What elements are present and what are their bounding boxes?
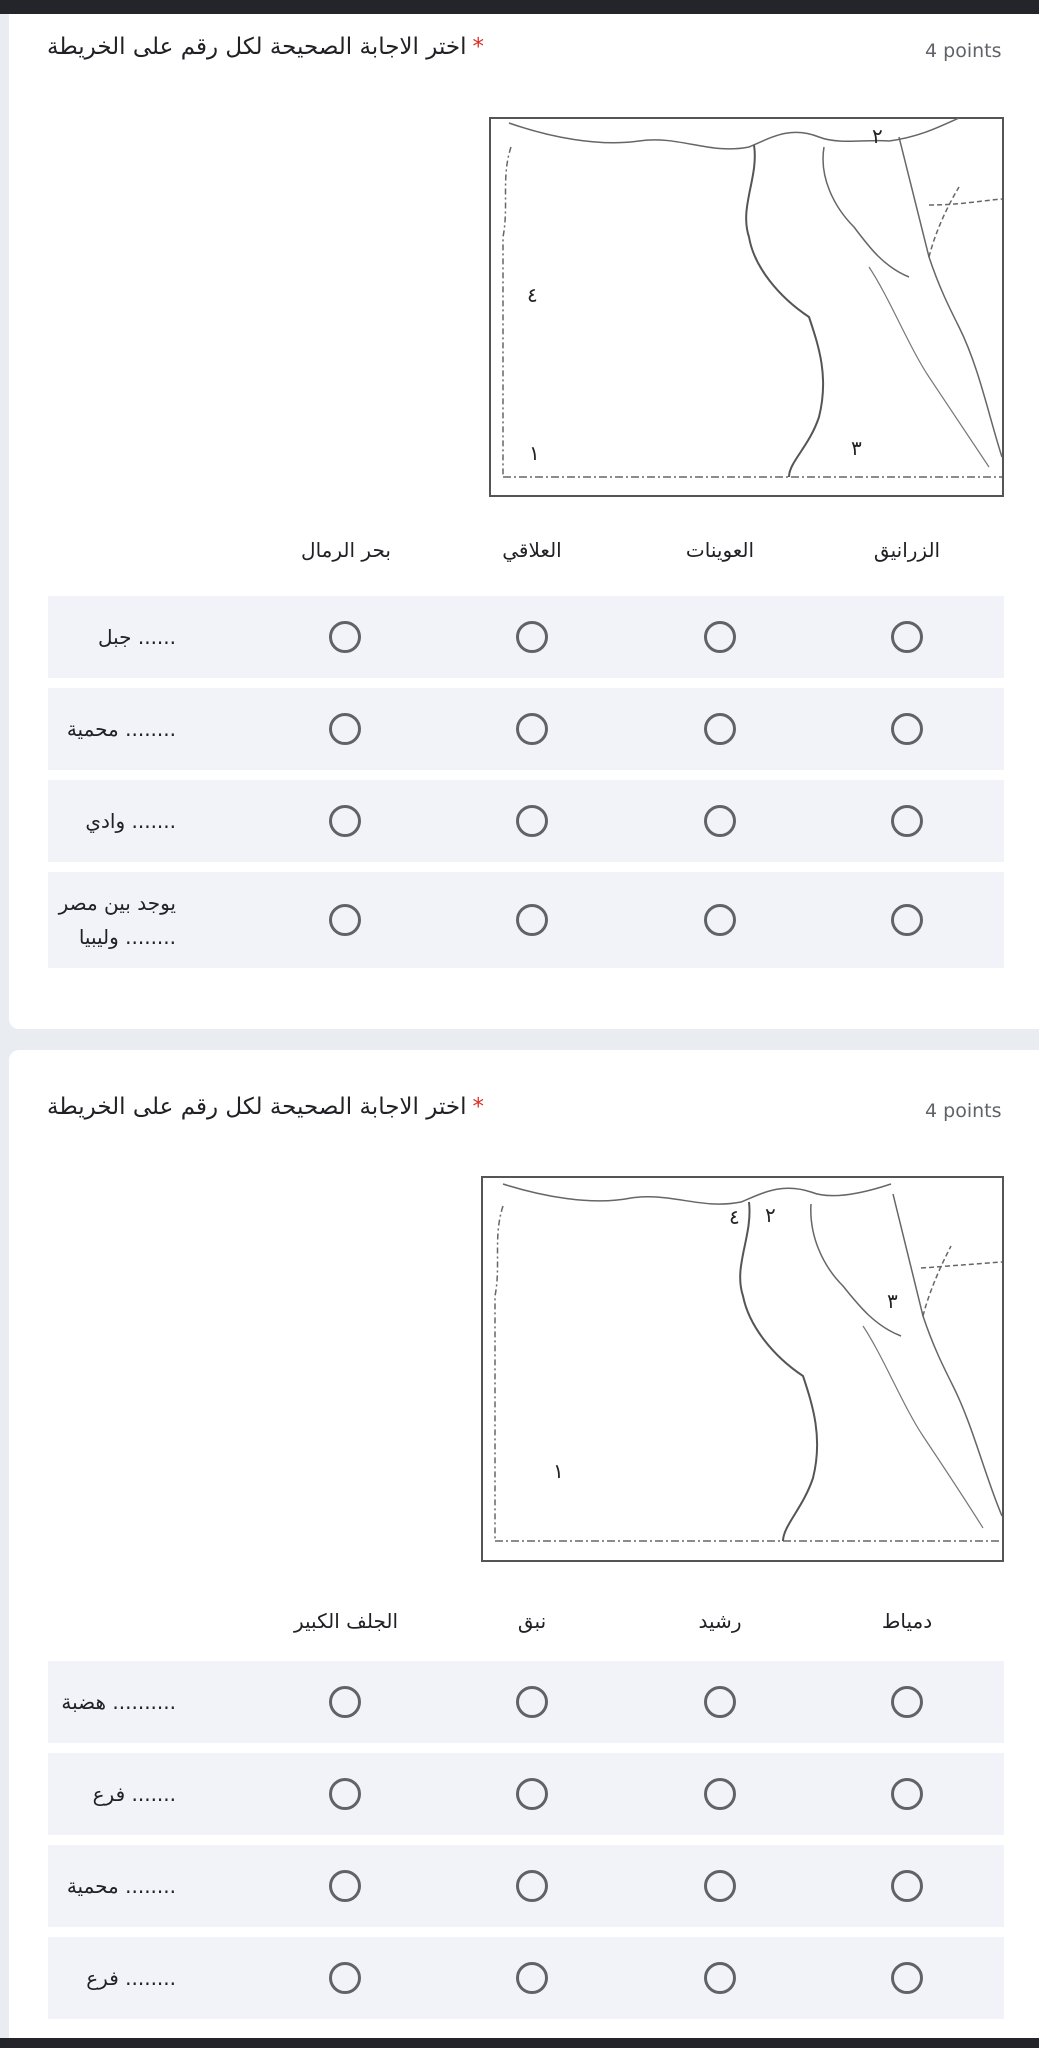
- radio-option[interactable]: [704, 1870, 736, 1902]
- column-header: دمياط: [881, 1609, 933, 1633]
- radio-option[interactable]: [704, 1962, 736, 1994]
- radio-option[interactable]: [329, 1962, 361, 1994]
- map-number-3: ٣: [887, 1289, 898, 1313]
- radio-option[interactable]: [891, 805, 923, 837]
- radio-option[interactable]: [516, 621, 548, 653]
- grid-row: [48, 1937, 1004, 2019]
- row-label: ........ محمية: [66, 1874, 176, 1898]
- row-label: يوجد بين مصر ........ وليبيا: [58, 891, 176, 949]
- column-header: رشيد: [698, 1609, 742, 1633]
- radio-option[interactable]: [891, 1778, 923, 1810]
- map-number-2: ٢: [765, 1203, 776, 1227]
- row-label: ........ فرع: [86, 1966, 176, 1990]
- required-asterisk: *: [472, 1094, 484, 1120]
- radio-option[interactable]: [329, 621, 361, 653]
- question-points: 4 points: [925, 1100, 1002, 1122]
- column-header: الزرانيق: [873, 538, 941, 562]
- radio-option[interactable]: [704, 805, 736, 837]
- question-title: [47, 34, 484, 60]
- grid-row: [48, 688, 1004, 770]
- required-asterisk: *: [472, 34, 484, 60]
- map-number-3: ٣: [851, 436, 862, 460]
- radio-option[interactable]: [516, 1778, 548, 1810]
- grid-row: [48, 1753, 1004, 1835]
- grid-row: [48, 1845, 1004, 1927]
- row-label: ....... وادي: [85, 809, 176, 833]
- map-number-4: ٤: [729, 1205, 740, 1229]
- row-label: ....... فرع: [92, 1782, 176, 1806]
- radio-option[interactable]: [704, 1778, 736, 1810]
- egypt-map-image: [481, 1176, 1004, 1562]
- radio-option[interactable]: [891, 1686, 923, 1718]
- top-bar: [0, 0, 1039, 14]
- egypt-map-image: [489, 117, 1004, 497]
- map-number-4: ٤: [527, 283, 538, 307]
- radio-option[interactable]: [329, 1686, 361, 1718]
- grid-row: [48, 872, 1004, 968]
- column-header: الجلف الكبير: [293, 1609, 399, 1633]
- radio-option[interactable]: [516, 904, 548, 936]
- radio-option[interactable]: [704, 904, 736, 936]
- question-title: [47, 1094, 484, 1120]
- row-label: .......... هضبة: [61, 1690, 176, 1714]
- map-number-1: ١: [529, 441, 540, 465]
- row-label: ...... جبل: [97, 625, 176, 649]
- radio-option[interactable]: [891, 1962, 923, 1994]
- radio-option[interactable]: [516, 1686, 548, 1718]
- radio-option[interactable]: [329, 1778, 361, 1810]
- column-header: نبق: [517, 1609, 547, 1633]
- question-title-text: اختر الاجابة الصحيحة لكل رقم على الخريطة: [47, 34, 467, 60]
- radio-option[interactable]: [891, 1870, 923, 1902]
- map-number-2: ٢: [872, 124, 883, 148]
- question-title-text: اختر الاجابة الصحيحة لكل رقم على الخريطة: [47, 1094, 467, 1120]
- map-number-1: ١: [553, 1459, 564, 1483]
- radio-option[interactable]: [516, 805, 548, 837]
- radio-option[interactable]: [516, 1870, 548, 1902]
- radio-option[interactable]: [329, 713, 361, 745]
- radio-option[interactable]: [329, 1870, 361, 1902]
- grid-row: [48, 596, 1004, 678]
- question-points: 4 points: [925, 40, 1002, 62]
- radio-option[interactable]: [329, 904, 361, 936]
- row-label: ........ محمية: [66, 717, 176, 741]
- grid-row: [48, 1661, 1004, 1743]
- column-header: بحر الرمال: [301, 538, 391, 562]
- grid-row: [48, 780, 1004, 862]
- radio-option[interactable]: [891, 621, 923, 653]
- bottom-bar: [0, 2038, 1039, 2048]
- radio-option[interactable]: [704, 621, 736, 653]
- radio-option[interactable]: [891, 713, 923, 745]
- radio-option[interactable]: [891, 904, 923, 936]
- column-header: العوينات: [685, 538, 755, 562]
- radio-option[interactable]: [329, 805, 361, 837]
- radio-option[interactable]: [516, 713, 548, 745]
- radio-option[interactable]: [516, 1962, 548, 1994]
- radio-option[interactable]: [704, 1686, 736, 1718]
- radio-option[interactable]: [704, 713, 736, 745]
- column-header: العلاقي: [502, 538, 562, 562]
